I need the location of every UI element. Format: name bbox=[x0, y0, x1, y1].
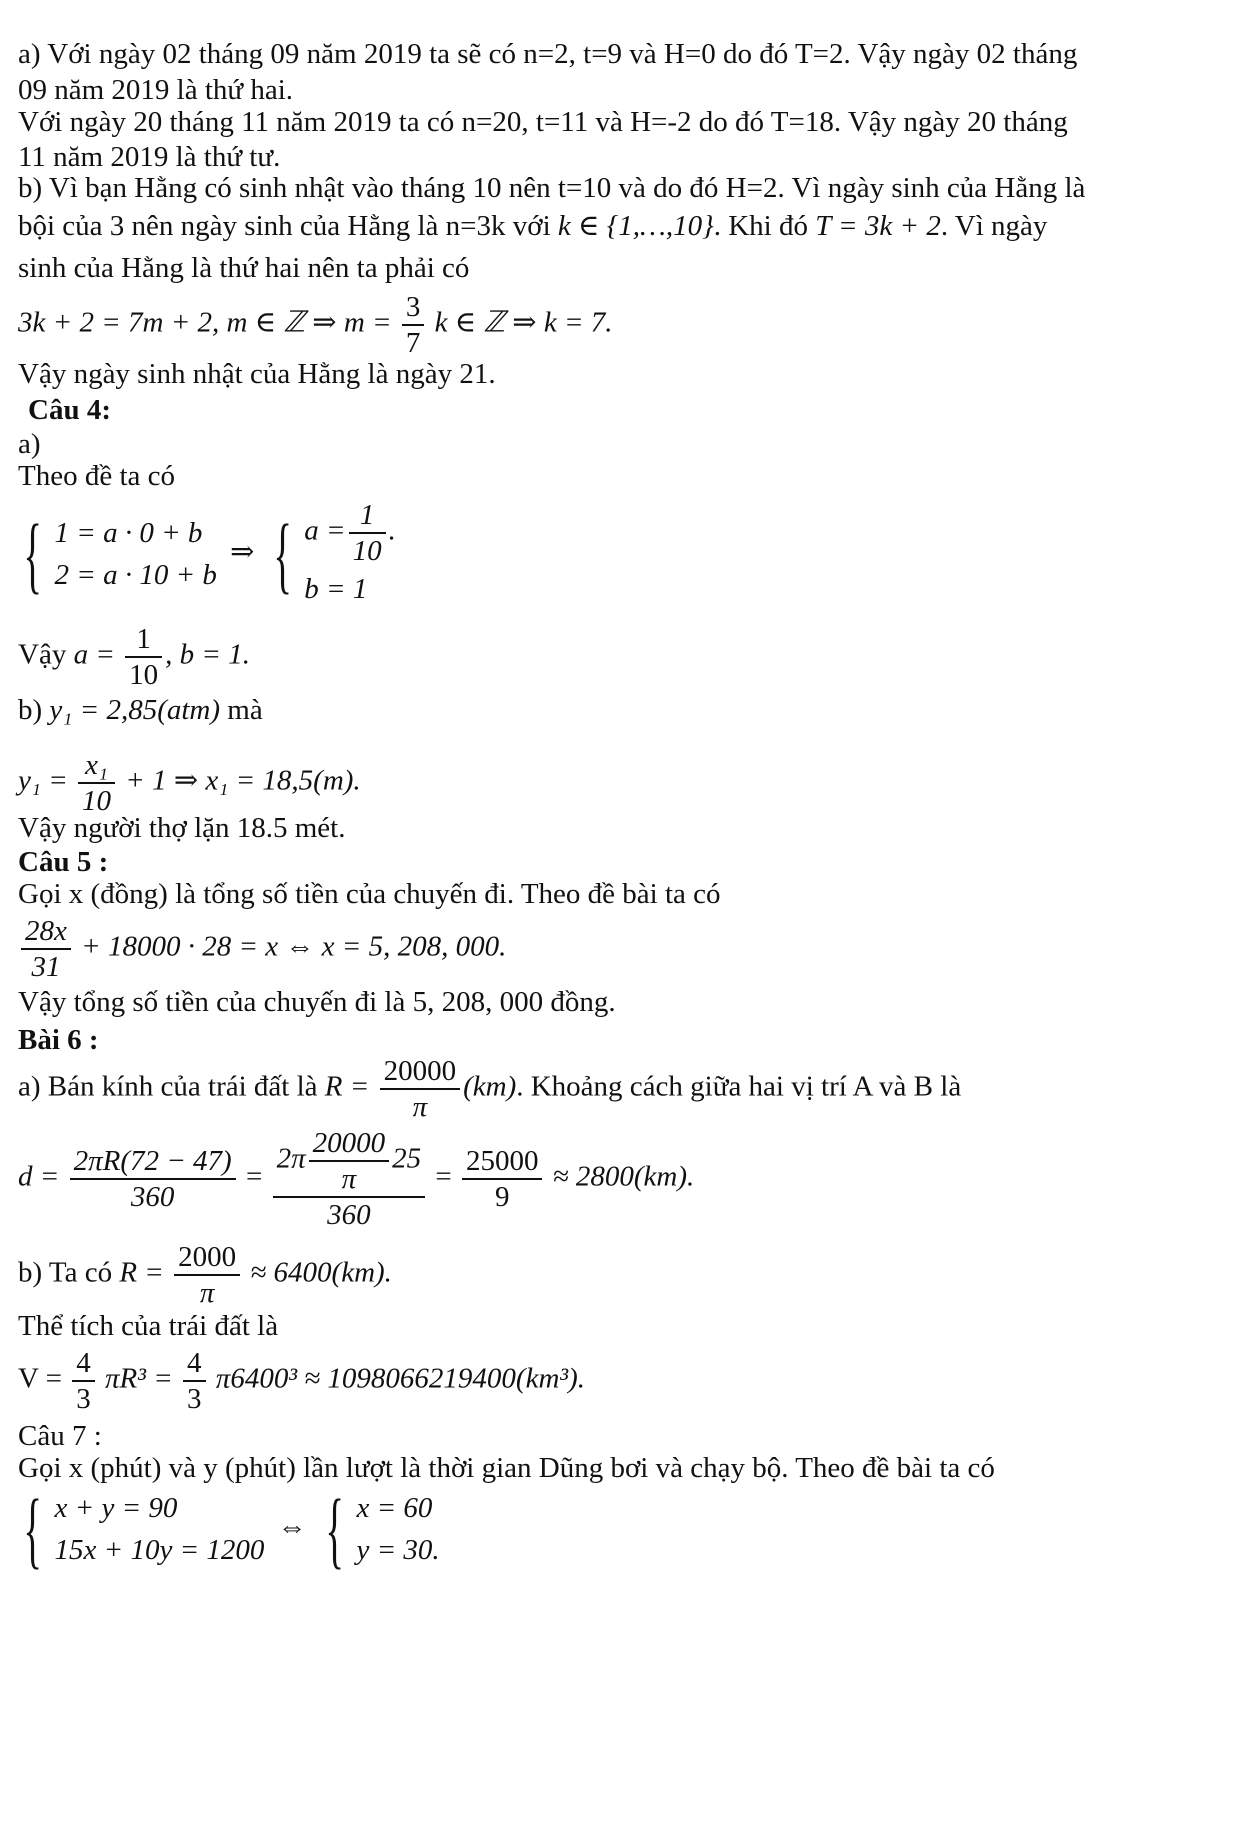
numerator: 4 bbox=[72, 1346, 95, 1382]
equation: a = $\frac{1}{10}$ . bbox=[304, 499, 396, 567]
text-segment: b) bbox=[18, 694, 43, 726]
denominator: 10 bbox=[82, 785, 112, 817]
left-brace-icon: { bbox=[23, 1481, 42, 1577]
text-line bbox=[18, 984, 616, 1020]
text-line: b) Vì bạn Hằng có sinh nhật vào tháng 10 nên t=10 và do đó H=2. Vì ngày sinh của Hằng là bbox=[18, 172, 1086, 204]
left-brace-icon: { bbox=[23, 506, 42, 602]
math-expression: a = bbox=[73, 638, 115, 671]
text-segment: a) Bán kính của trái đất là bbox=[18, 1070, 318, 1103]
math-expression: (km) bbox=[463, 1070, 517, 1103]
equation: 15x + 10y = 1200 bbox=[54, 1534, 265, 1566]
system-left bbox=[55, 1487, 265, 1571]
math-expression: y₁ = 2,85(atm) bbox=[49, 694, 221, 726]
math-line bbox=[18, 748, 361, 818]
text-segment: b) Ta có bbox=[18, 1256, 113, 1289]
fraction bbox=[183, 1346, 206, 1416]
text-segment: Vậy tổng số tiền của chuyến đi là bbox=[18, 986, 413, 1018]
math-expression: V = bbox=[18, 1362, 63, 1395]
denominator: 10 bbox=[129, 659, 159, 691]
text-line: Vậy người thợ lặn 18.5 mét. bbox=[18, 812, 346, 844]
numerator: 25000 bbox=[462, 1144, 543, 1180]
section-heading: Câu 7 : bbox=[18, 1420, 102, 1452]
equation: 2 = a · 10 + b bbox=[54, 559, 217, 591]
text-segment: . Khi đó bbox=[713, 210, 816, 242]
numerator: 2πR(72 − 47) bbox=[70, 1144, 236, 1180]
denominator: 9 bbox=[494, 1181, 510, 1213]
text-segment: Vậy bbox=[18, 638, 67, 671]
fraction bbox=[380, 1054, 461, 1124]
equation: x = 60 bbox=[356, 1492, 433, 1524]
section-heading: Câu 5 : bbox=[18, 846, 109, 878]
numerator: 2000 bbox=[174, 1240, 240, 1276]
numerator: 20000 bbox=[309, 1126, 390, 1162]
math-expression: + 18000 · 28 = x ⇔ x = 5, 208, 000. bbox=[81, 930, 507, 963]
numerator: 1 bbox=[125, 622, 162, 658]
numerator: 20000 bbox=[380, 1054, 461, 1090]
math-line bbox=[18, 1346, 585, 1416]
math-line bbox=[18, 1054, 961, 1124]
denominator: 7 bbox=[405, 327, 421, 359]
text-line bbox=[18, 208, 1047, 244]
math-line: d = $\frac{2\pi R(72 - 47)}{360}$ = 2π $\frac{20000}{\pi}$ 25 360 = $\frac{25000}{9}$ ≈ 2800(km). bbox=[18, 1127, 695, 1231]
fraction bbox=[309, 1126, 390, 1196]
numerator-part: 2π bbox=[276, 1142, 306, 1175]
left-brace-icon: { bbox=[325, 1481, 344, 1577]
math-line bbox=[18, 692, 263, 728]
section-heading: Câu 4: bbox=[28, 394, 111, 426]
math-set: k ∈ {1,…,10} bbox=[557, 210, 714, 242]
system-left bbox=[55, 512, 217, 596]
equation: 1 = a · 0 + b bbox=[54, 517, 203, 549]
math-expression: ≈ 2800(km). bbox=[552, 1160, 695, 1193]
numerator: 4 bbox=[183, 1346, 206, 1382]
equivalent-icon: ⇔ bbox=[277, 1510, 307, 1543]
text-segment: mà bbox=[227, 694, 263, 726]
math-line bbox=[18, 290, 613, 360]
text-segment: đồng. bbox=[543, 986, 616, 1018]
numerator-part: 25 bbox=[392, 1142, 422, 1175]
denominator: 31 bbox=[31, 951, 61, 983]
left-brace-icon: { bbox=[273, 506, 292, 602]
math-expression: y₁ = bbox=[18, 764, 68, 797]
fraction bbox=[21, 914, 71, 984]
math-expression: T = 3k + 2 bbox=[815, 210, 941, 242]
text-line: Vậy ngày sinh nhật của Hằng là ngày 21. bbox=[18, 358, 496, 390]
denominator: π bbox=[341, 1163, 357, 1195]
fraction bbox=[72, 1346, 95, 1416]
denominator: 10 bbox=[352, 535, 382, 567]
math-line bbox=[18, 914, 506, 984]
denominator: π bbox=[199, 1277, 215, 1309]
equation: x + y = 90 bbox=[54, 1492, 178, 1524]
text-line: Theo đề ta có bbox=[18, 460, 176, 492]
math-expression: , b = 1. bbox=[165, 638, 250, 671]
math-expression: k ∈ ℤ ⇒ k = 7. bbox=[434, 306, 613, 339]
math-expression: π6400³ ≈ 1098066219400(km³). bbox=[215, 1362, 586, 1395]
math-expression: ≈ 6400(km). bbox=[250, 1256, 392, 1289]
text-line: a) bbox=[18, 428, 41, 460]
math-line bbox=[18, 1240, 392, 1310]
math-expression: R = bbox=[119, 1256, 164, 1289]
denominator: 3 bbox=[187, 1383, 202, 1415]
equation-text: y = 30 bbox=[356, 1534, 433, 1566]
denominator: π bbox=[412, 1091, 428, 1123]
fraction bbox=[125, 622, 162, 692]
math-expression: d = bbox=[18, 1160, 60, 1193]
equation-left: a = bbox=[304, 514, 346, 547]
denominator: 360 bbox=[130, 1181, 175, 1213]
numerator: 3 bbox=[402, 290, 425, 326]
text-line: Gọi x (phút) và y (phút) lần lượt là thời gian Dũng bơi và chạy bộ. Theo đề bài ta có bbox=[18, 1452, 995, 1484]
text-segment: . Vì ngày bbox=[940, 210, 1048, 242]
fraction bbox=[70, 1144, 236, 1214]
fraction bbox=[78, 748, 115, 818]
text-line: Với ngày 20 tháng 11 năm 2019 ta có n=20, t=11 và H=-2 do đó T=18. Vậy ngày 20 tháng bbox=[18, 106, 1068, 138]
math-expression: πR³ = bbox=[105, 1362, 173, 1395]
equation-system bbox=[18, 1481, 440, 1577]
section-heading: Bài 6 : bbox=[18, 1024, 99, 1056]
denominator: 3 bbox=[76, 1383, 91, 1415]
fraction bbox=[349, 498, 386, 568]
text-segment: . Khoảng cách giữa hai vị trí A và B là bbox=[516, 1070, 962, 1103]
math-line bbox=[18, 622, 250, 692]
system-right bbox=[356, 1487, 439, 1571]
text-line: 11 năm 2019 là thứ tư. bbox=[18, 141, 281, 173]
fraction bbox=[273, 1126, 426, 1232]
equation: y = 30. bbox=[356, 1534, 440, 1566]
math-expression: R = bbox=[324, 1070, 370, 1103]
numerator: x₁ bbox=[78, 748, 115, 784]
fraction bbox=[174, 1240, 240, 1310]
math-expression: 3k + 2 = 7m + 2, m ∈ ℤ ⇒ m = bbox=[18, 306, 392, 339]
text-line: 09 năm 2019 là thứ hai. bbox=[18, 74, 294, 106]
equation-system bbox=[18, 498, 396, 610]
equation: b = 1 bbox=[304, 573, 368, 605]
implies-icon: ⇒ bbox=[230, 535, 255, 568]
math-expression: + 1 ⇒ x₁ = 18,5(m). bbox=[125, 764, 361, 797]
fraction bbox=[462, 1144, 543, 1214]
numerator bbox=[273, 1126, 426, 1198]
text-line: sinh của Hằng là thứ hai nên ta phải có bbox=[18, 252, 470, 284]
numerator: 28x bbox=[21, 914, 71, 950]
fraction bbox=[402, 290, 425, 360]
math-number: 5, 208, 000 bbox=[412, 986, 544, 1018]
text-line: Gọi x (đồng) là tổng số tiền của chuyến đi. Theo đề bài ta có bbox=[18, 878, 721, 910]
text-line: a) Với ngày 02 tháng 09 năm 2019 ta sẽ có n=2, t=9 và H=0 do đó T=2. Vậy ngày 02 tháng bbox=[18, 38, 1078, 70]
system-right bbox=[304, 498, 396, 610]
numerator: 1 bbox=[349, 498, 386, 534]
denominator: 360 bbox=[327, 1199, 371, 1231]
text-line: Thể tích của trái đất là bbox=[18, 1310, 279, 1342]
text-segment: bội của 3 nên ngày sinh của Hằng là n=3k với bbox=[18, 210, 558, 242]
